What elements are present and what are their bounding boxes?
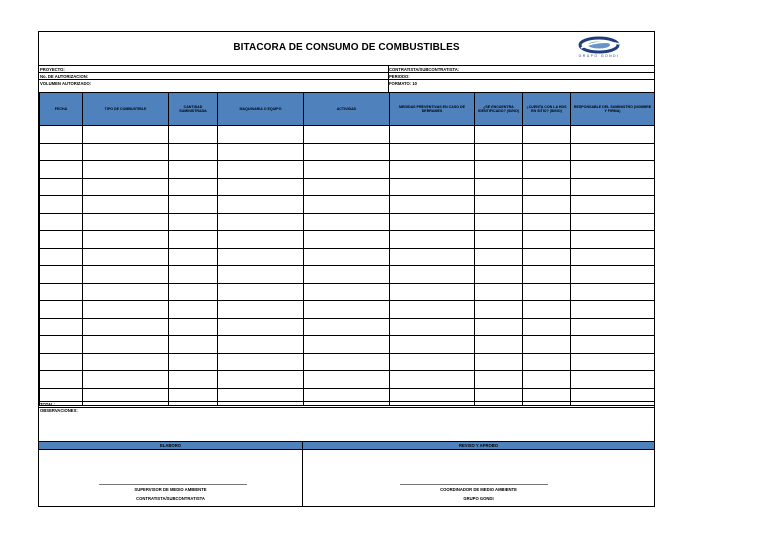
logo-caption: GRUPO GONDI [578, 54, 620, 58]
table-cell[interactable] [475, 231, 523, 249]
table-cell[interactable] [475, 178, 523, 196]
table-row [40, 318, 655, 336]
table-cell[interactable] [169, 231, 218, 249]
table-cell[interactable] [523, 371, 571, 389]
table-cell[interactable] [83, 231, 169, 249]
table-cell[interactable] [475, 336, 523, 354]
table-row [40, 161, 655, 179]
table-cell[interactable] [304, 126, 390, 144]
reviso-signature-box [303, 450, 654, 507]
table-cell[interactable] [475, 301, 523, 319]
table-cell[interactable] [169, 353, 218, 371]
table-cell[interactable] [83, 371, 169, 389]
table-cell[interactable] [169, 196, 218, 214]
page-title: BITACORA DE CONSUMO DE COMBUSTIBLES [233, 42, 460, 53]
company-logo [559, 35, 639, 63]
col-header-activity: ACTIVIDAD [304, 93, 390, 126]
elaboro-signature-line [99, 484, 247, 485]
table-cell[interactable] [390, 301, 475, 319]
table-cell[interactable] [571, 161, 655, 179]
reviso-signature-line [400, 484, 548, 485]
table-cell[interactable] [571, 231, 655, 249]
table-cell[interactable] [304, 248, 390, 266]
table-cell[interactable] [304, 318, 390, 336]
table-cell[interactable] [40, 248, 83, 266]
table-cell[interactable] [83, 196, 169, 214]
table-cell[interactable] [40, 266, 83, 284]
table-cell[interactable] [218, 196, 304, 214]
table-cell[interactable] [83, 143, 169, 161]
table-cell[interactable] [83, 178, 169, 196]
table-cell[interactable] [218, 283, 304, 301]
table-cell[interactable] [390, 371, 475, 389]
table-cell[interactable] [571, 318, 655, 336]
table-cell[interactable] [390, 231, 475, 249]
table-cell[interactable] [169, 213, 218, 231]
table-cell[interactable] [475, 161, 523, 179]
table-cell[interactable] [304, 231, 390, 249]
table-row [40, 283, 655, 301]
table-cell[interactable] [304, 178, 390, 196]
table-cell[interactable] [571, 371, 655, 389]
col-header-identified: ¿SE ENCUENTRA IDENTIFICADO? (SI/NO) [475, 93, 523, 126]
table-cell[interactable] [523, 266, 571, 284]
table-cell[interactable] [218, 371, 304, 389]
table-cell[interactable] [571, 213, 655, 231]
table-cell[interactable] [169, 371, 218, 389]
table-cell[interactable] [218, 161, 304, 179]
authorization-number-field: No. DE AUTORIZACION: [39, 72, 388, 79]
table-cell[interactable] [40, 318, 83, 336]
table-cell[interactable] [475, 126, 523, 144]
table-row [40, 301, 655, 319]
table-cell[interactable] [40, 283, 83, 301]
period-field: PERIODO: [388, 72, 654, 79]
table-cell[interactable] [523, 318, 571, 336]
table-row [40, 266, 655, 284]
table-cell[interactable] [83, 318, 169, 336]
table-cell[interactable] [390, 248, 475, 266]
table-cell[interactable] [218, 213, 304, 231]
table-cell[interactable] [169, 301, 218, 319]
table-cell[interactable] [218, 126, 304, 144]
table-cell[interactable] [218, 231, 304, 249]
table-cell[interactable] [571, 301, 655, 319]
total-label: TOTAL: [39, 401, 654, 407]
table-cell[interactable] [304, 161, 390, 179]
observations-field[interactable]: OBSERVACIONES: [39, 407, 654, 441]
fuel-consumption-table [39, 92, 655, 406]
table-body [40, 126, 655, 406]
table-cell[interactable] [83, 213, 169, 231]
table-cell[interactable] [571, 353, 655, 371]
table-cell[interactable] [390, 178, 475, 196]
table-cell[interactable] [304, 143, 390, 161]
table-row [40, 353, 655, 371]
table-cell[interactable] [304, 353, 390, 371]
table-cell[interactable] [304, 371, 390, 389]
table-cell[interactable] [390, 283, 475, 301]
table-cell[interactable] [475, 266, 523, 284]
table-cell[interactable] [475, 353, 523, 371]
table-cell[interactable] [390, 336, 475, 354]
table-cell[interactable] [40, 143, 83, 161]
table-row [40, 126, 655, 144]
table-cell[interactable] [523, 301, 571, 319]
table-cell[interactable] [218, 178, 304, 196]
table-cell[interactable] [169, 266, 218, 284]
table-cell[interactable] [571, 178, 655, 196]
table-cell[interactable] [169, 318, 218, 336]
table-cell[interactable] [523, 161, 571, 179]
table-row [40, 248, 655, 266]
table-cell[interactable] [40, 231, 83, 249]
col-header-date: FECHA [40, 93, 83, 126]
table-cell[interactable] [218, 353, 304, 371]
table-cell[interactable] [304, 336, 390, 354]
reviso-signer-org: GRUPO GONDI [463, 496, 494, 501]
info-divider [388, 65, 389, 92]
table-cell[interactable] [83, 126, 169, 144]
table-cell[interactable] [390, 161, 475, 179]
table-cell[interactable] [475, 143, 523, 161]
col-header-fuel-type: TIPO DE COMBUSTIBLE [83, 93, 169, 126]
table-cell[interactable] [475, 371, 523, 389]
contractor-field: CONTRATISTA/SUBCONTRATISTA: [388, 65, 654, 72]
logo-swoosh-icon [559, 35, 639, 55]
table-cell[interactable] [523, 353, 571, 371]
table-cell[interactable] [523, 283, 571, 301]
table-cell[interactable] [390, 266, 475, 284]
table-cell[interactable] [40, 353, 83, 371]
table-cell[interactable] [83, 283, 169, 301]
reviso-signer-title: COORDINADOR DE MEDIO AMBIENTE [440, 487, 517, 492]
table-row [40, 196, 655, 214]
table-cell[interactable] [390, 143, 475, 161]
table-cell[interactable] [83, 353, 169, 371]
table-cell[interactable] [523, 178, 571, 196]
table-cell[interactable] [40, 161, 83, 179]
fuel-log-sheet [38, 31, 655, 507]
table-row [40, 213, 655, 231]
title-bar [39, 32, 654, 65]
col-header-quantity: CANTIDAD SUMINISTRADA [169, 93, 218, 126]
table-cell[interactable] [390, 213, 475, 231]
project-field: PROYECTO: [39, 65, 388, 72]
reviso-header: REVISO Y APROBO [303, 441, 654, 450]
table-row [40, 178, 655, 196]
table-cell[interactable] [571, 143, 655, 161]
table-cell[interactable] [83, 301, 169, 319]
table-cell[interactable] [83, 248, 169, 266]
table-cell[interactable] [218, 266, 304, 284]
table-cell[interactable] [523, 231, 571, 249]
table-cell[interactable] [218, 301, 304, 319]
table-cell[interactable] [571, 336, 655, 354]
authorized-volume-field: VOLUMEN AUTORIZADO: [39, 79, 388, 86]
table-cell[interactable] [571, 266, 655, 284]
col-header-machinery: MAQUINARIA O EQUIPO [218, 93, 304, 126]
table-row [40, 143, 655, 161]
table-cell[interactable] [475, 213, 523, 231]
table-row [40, 231, 655, 249]
table-cell[interactable] [169, 248, 218, 266]
table-cell[interactable] [304, 196, 390, 214]
table-cell[interactable] [83, 336, 169, 354]
table-cell[interactable] [218, 248, 304, 266]
table-cell[interactable] [571, 196, 655, 214]
table-cell[interactable] [83, 266, 169, 284]
table-cell[interactable] [304, 266, 390, 284]
table-cell[interactable] [475, 196, 523, 214]
col-header-hds-on-site: ¿CUENTA CON LA HDS EN SITIO? (SI/NO) [523, 93, 571, 126]
table-cell[interactable] [571, 248, 655, 266]
table-cell[interactable] [169, 178, 218, 196]
table-cell[interactable] [523, 336, 571, 354]
format-field: FORMATO: 10 [388, 79, 654, 86]
table-cell[interactable] [40, 178, 83, 196]
table-cell[interactable] [390, 126, 475, 144]
table-row [40, 371, 655, 389]
table-cell[interactable] [571, 126, 655, 144]
table-cell[interactable] [40, 213, 83, 231]
elaboro-header: ELABORO [39, 441, 303, 450]
table-row [40, 336, 655, 354]
table-cell[interactable] [40, 371, 83, 389]
table-cell[interactable] [475, 318, 523, 336]
col-header-preventive-measures: MEDIDAS PREVENTIVAS EN CASO DE DERRAMES [390, 93, 475, 126]
table-cell[interactable] [523, 126, 571, 144]
table-cell[interactable] [523, 196, 571, 214]
table-header-row [40, 93, 655, 126]
table-cell[interactable] [169, 336, 218, 354]
table-cell[interactable] [40, 336, 83, 354]
table-cell[interactable] [304, 213, 390, 231]
table-cell[interactable] [390, 353, 475, 371]
table-cell[interactable] [169, 283, 218, 301]
table-cell[interactable] [40, 196, 83, 214]
table-cell[interactable] [304, 301, 390, 319]
table-cell[interactable] [169, 161, 218, 179]
elaboro-signer-title: SUPERVISOR DE MEDIO AMBIENTE [134, 487, 207, 492]
table-cell[interactable] [83, 161, 169, 179]
table-cell[interactable] [218, 336, 304, 354]
table-cell[interactable] [218, 143, 304, 161]
col-header-responsible: RESPONSABLE DEL SUMINISTRO (NOMBRE Y FIRMA) [571, 93, 655, 126]
elaboro-signature-box [39, 450, 303, 507]
table-cell[interactable] [169, 143, 218, 161]
table-cell[interactable] [523, 213, 571, 231]
table-cell[interactable] [523, 143, 571, 161]
table-cell[interactable] [390, 318, 475, 336]
table-cell[interactable] [571, 283, 655, 301]
table-cell[interactable] [40, 301, 83, 319]
table-cell[interactable] [169, 126, 218, 144]
elaboro-signer-org: CONTRATISTA/SUBCONTRATISTA [136, 496, 205, 501]
table-cell[interactable] [390, 196, 475, 214]
table-cell[interactable] [475, 283, 523, 301]
table-cell[interactable] [475, 248, 523, 266]
table-cell[interactable] [304, 283, 390, 301]
table-cell[interactable] [40, 126, 83, 144]
table-cell[interactable] [218, 318, 304, 336]
table-cell[interactable] [523, 248, 571, 266]
